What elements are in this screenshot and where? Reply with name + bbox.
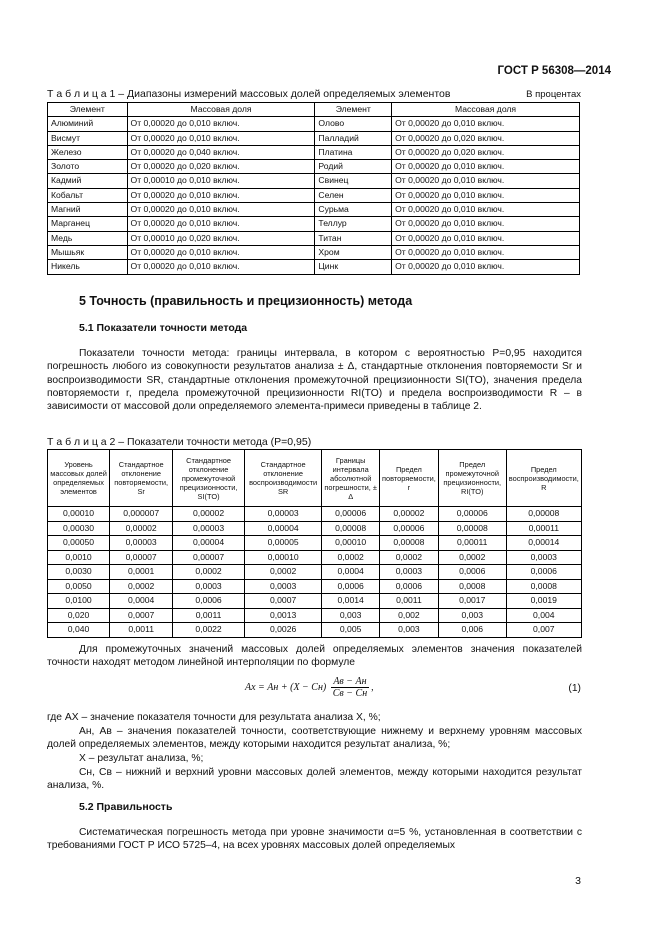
- table2-cell: 0,00002: [379, 507, 438, 522]
- table2-cell: 0,0011: [110, 623, 173, 638]
- formula-1: [245, 676, 374, 699]
- formula-lhs: Aх = Aн + (X − Cн): [245, 681, 327, 693]
- table2-cell: 0,0013: [244, 608, 322, 623]
- table2-cell: 0,0003: [506, 550, 581, 565]
- table2-cell: 0,0002: [173, 565, 245, 580]
- table1-cell: Цинк: [315, 260, 392, 274]
- table2-cell: 0,0011: [379, 594, 438, 609]
- table1-cell: От 0,00020 до 0,010 включ.: [392, 203, 580, 217]
- table1-cell: От 0,00020 до 0,010 включ.: [392, 160, 580, 174]
- section5-title: 5 Точность (правильность и прецизионность) метода: [79, 294, 413, 308]
- table2-cell: 0,006: [438, 623, 506, 638]
- table2-cell: 0,00003: [244, 507, 322, 522]
- table2-cell: 0,0003: [173, 579, 245, 594]
- table2-cell: 0,0002: [110, 579, 173, 594]
- table2-cell: 0,00006: [322, 507, 380, 522]
- table1-cell: От 0,00020 до 0,010 включ.: [127, 217, 315, 231]
- table2-cell: 0,0022: [173, 623, 245, 638]
- table1-cell: Золото: [48, 160, 128, 174]
- table1: [47, 102, 580, 275]
- table2-cell: 0,0002: [244, 565, 322, 580]
- table1-cell: Алюминий: [48, 117, 128, 131]
- formula-numerator: Aв − Aн: [331, 676, 369, 688]
- table1-cell: От 0,00020 до 0,010 включ.: [127, 131, 315, 145]
- table1-cell: Висмут: [48, 131, 128, 145]
- formula-tail: ,: [371, 681, 374, 693]
- table2-cell: 0,0003: [379, 565, 438, 580]
- table1-cell: Кобальт: [48, 188, 128, 202]
- table1-header-cell: Массовая доля: [127, 103, 315, 117]
- table2-cell: 0,003: [322, 608, 380, 623]
- table1-header-cell: Массовая доля: [392, 103, 580, 117]
- table2-header-cell: Границы интервала абсолютной погрешности, ± Δ: [322, 450, 380, 507]
- formula-denominator: Cв − Cн: [332, 688, 368, 699]
- table-row: [48, 608, 582, 623]
- table2-cell: 0,00004: [244, 521, 322, 536]
- table2-cell: 0,0008: [506, 579, 581, 594]
- table2-cell: 0,002: [379, 608, 438, 623]
- table2-cell: 0,0004: [110, 594, 173, 609]
- table2-cell: 0,0050: [48, 579, 110, 594]
- table2-cell: 0,000007: [110, 507, 173, 522]
- table2-cell: 0,00010: [48, 507, 110, 522]
- table1-cell: От 0,00020 до 0,010 включ.: [392, 188, 580, 202]
- table2-header-cell: Предел повторяемости, r: [379, 450, 438, 507]
- table2-cell: 0,00006: [438, 507, 506, 522]
- table1-cell: От 0,00010 до 0,020 включ.: [127, 231, 315, 245]
- table2-cell: 0,00007: [110, 550, 173, 565]
- table1-cell: От 0,00020 до 0,010 включ.: [392, 245, 580, 259]
- table1-caption: Т а б л и ц а 1 – Диапазоны измерений массовых долей определяемых элементов: [47, 88, 451, 100]
- table-row: [48, 507, 582, 522]
- table2: [47, 449, 582, 638]
- table2-cell: 0,0006: [438, 565, 506, 580]
- section51-title: 5.1 Показатели точности метода: [79, 322, 248, 334]
- table2-cell: 0,0004: [322, 565, 380, 580]
- table2-cell: 0,0010: [48, 550, 110, 565]
- table-row: [48, 174, 580, 188]
- table2-cell: 0,0011: [173, 608, 245, 623]
- table1-cell: От 0,00020 до 0,020 включ.: [392, 131, 580, 145]
- table1-cell: Селен: [315, 188, 392, 202]
- table-row: [48, 565, 582, 580]
- table2-cell: 0,0007: [110, 608, 173, 623]
- table-row: [48, 145, 580, 159]
- table1-cell: Медь: [48, 231, 128, 245]
- where-line-3: X – результат анализа, %;: [79, 753, 204, 764]
- table2-cell: 0,0100: [48, 594, 110, 609]
- table2-cell: 0,00002: [173, 507, 245, 522]
- table1-cell: Сурьма: [315, 203, 392, 217]
- table2-cell: 0,0030: [48, 565, 110, 580]
- table1-cell: От 0,00020 до 0,020 включ.: [392, 145, 580, 159]
- table2-cell: 0,00011: [438, 536, 506, 551]
- table-row: [48, 536, 582, 551]
- document-id: ГОСТ Р 56308—2014: [497, 65, 611, 77]
- table1-cell: Родий: [315, 160, 392, 174]
- table1-cell: Железо: [48, 145, 128, 159]
- where-line-1: где AX – значение показателя точности для результата анализа X, %;: [47, 712, 381, 723]
- table2-cell: 0,00007: [173, 550, 245, 565]
- table1-cell: Кадмий: [48, 174, 128, 188]
- table-row: [48, 160, 580, 174]
- table1-cell: От 0,00020 до 0,010 включ.: [127, 188, 315, 202]
- table-row: [48, 579, 582, 594]
- table1-cell: Титан: [315, 231, 392, 245]
- table1-cell: От 0,00020 до 0,040 включ.: [127, 145, 315, 159]
- table2-cell: 0,0008: [438, 579, 506, 594]
- table2-cell: 0,0002: [379, 550, 438, 565]
- table2-cell: 0,020: [48, 608, 110, 623]
- table1-cell: Платина: [315, 145, 392, 159]
- table-row: [48, 260, 580, 274]
- table1-unit: В процентах: [526, 89, 581, 100]
- table1-cell: От 0,00020 до 0,010 включ.: [127, 117, 315, 131]
- table2-cell: 0,0007: [244, 594, 322, 609]
- table2-cell: 0,0026: [244, 623, 322, 638]
- table2-cell: 0,00050: [48, 536, 110, 551]
- table1-cell: Марганец: [48, 217, 128, 231]
- section52-paragraph: Систематическая погрешность метода при уровне значимости α=5 %, установленная в соответствии с требованиями ГОСТ Р ИСО 5725–4, на всех уровнях массовых долей определяемых: [47, 827, 582, 852]
- table1-cell: От 0,00020 до 0,010 включ.: [127, 203, 315, 217]
- table2-cell: 0,00008: [379, 536, 438, 551]
- table2-cell: 0,0003: [244, 579, 322, 594]
- table-row: [48, 117, 580, 131]
- table1-cell: От 0,00020 до 0,010 включ.: [392, 174, 580, 188]
- table-row: [48, 231, 580, 245]
- table2-cell: 0,00008: [438, 521, 506, 536]
- table2-cell: 0,0014: [322, 594, 380, 609]
- table2-cell: 0,0006: [379, 579, 438, 594]
- table1-cell: Олово: [315, 117, 392, 131]
- where-line-2: Aн, Aв – значения показателей точности, соответствующие нижнему и верхнему уровням массовых долей определяемых элементов, между которыми находится результат анализа, %;: [47, 726, 582, 751]
- formula-fraction: [331, 676, 369, 699]
- table-row: [48, 550, 582, 565]
- table2-header-cell: Стандартное отклонение промежуточной прецизионности, SI(TO): [173, 450, 245, 507]
- table2-cell: 0,0017: [438, 594, 506, 609]
- table2-cell: 0,00002: [110, 521, 173, 536]
- table2-header-cell: Стандартное отклонение повторяемости, Sr: [110, 450, 173, 507]
- table-row: [48, 594, 582, 609]
- table-row: [48, 131, 580, 145]
- section51-paragraph: Показатели точности метода: границы интервала, в котором с вероятностью P=0,95 находится погрешность любого из совокупности результатов анализа ± Δ, стандартные отклонения повторяемости Sr и воспроизводимости SR, стандартные отклонения промежуточной прецизионности SI(TO), значения предела повторяемости r, предела промежуточной прецизионности RI(TO) и предела воспроизводимости R – в зависимости от массовой доли определяемого элемента-примеси приведены в таблице 2.: [47, 348, 582, 413]
- table-row: [48, 245, 580, 259]
- table2-cell: 0,00011: [506, 521, 581, 536]
- formula-number: (1): [568, 683, 581, 694]
- table2-cell: 0,0006: [322, 579, 380, 594]
- table1-cell: От 0,00020 до 0,010 включ.: [392, 231, 580, 245]
- table-row: [48, 521, 582, 536]
- page-number: 3: [575, 875, 581, 887]
- table2-cell: 0,00008: [506, 507, 581, 522]
- table1-cell: Мышьяк: [48, 245, 128, 259]
- table2-cell: 0,00005: [244, 536, 322, 551]
- table1-cell: Никель: [48, 260, 128, 274]
- table1-cell: От 0,00020 до 0,020 включ.: [127, 160, 315, 174]
- table2-cell: 0,040: [48, 623, 110, 638]
- table2-cell: 0,00010: [244, 550, 322, 565]
- table1-cell: От 0,00020 до 0,010 включ.: [392, 217, 580, 231]
- table2-cell: 0,00030: [48, 521, 110, 536]
- table1-cell: От 0,00020 до 0,010 включ.: [392, 260, 580, 274]
- table2-cell: 0,00008: [322, 521, 380, 536]
- table2-caption: Т а б л и ц а 2 – Показатели точности метода (P=0,95): [47, 436, 312, 448]
- table2-cell: 0,00006: [379, 521, 438, 536]
- table1-cell: От 0,00020 до 0,010 включ.: [127, 245, 315, 259]
- table2-header-cell: Предел воспроизводимости, R: [506, 450, 581, 507]
- table2-header-cell: Уровень массовых долей определяемых элементов: [48, 450, 110, 507]
- table-row: [48, 203, 580, 217]
- table2-cell: 0,0006: [506, 565, 581, 580]
- table1-cell: Хром: [315, 245, 392, 259]
- table1-cell: От 0,00020 до 0,010 включ.: [392, 117, 580, 131]
- table1-cell: От 0,00010 до 0,010 включ.: [127, 174, 315, 188]
- table2-cell: 0,00004: [173, 536, 245, 551]
- table2-header-cell: Стандартное отклонение воспроизводимости SR: [244, 450, 322, 507]
- table2-cell: 0,0019: [506, 594, 581, 609]
- table2-cell: 0,004: [506, 608, 581, 623]
- table2-cell: 0,007: [506, 623, 581, 638]
- table-row: [48, 217, 580, 231]
- table2-cell: 0,005: [322, 623, 380, 638]
- table2-cell: 0,0002: [438, 550, 506, 565]
- table-row: [48, 623, 582, 638]
- table1-cell: От 0,00020 до 0,010 включ.: [127, 260, 315, 274]
- table2-cell: 0,00003: [173, 521, 245, 536]
- table1-cell: Палладий: [315, 131, 392, 145]
- section52-title: 5.2 Правильность: [79, 801, 173, 813]
- table2-cell: 0,00003: [110, 536, 173, 551]
- table2-cell: 0,00010: [322, 536, 380, 551]
- table2-cell: 0,003: [379, 623, 438, 638]
- table1-header-cell: Элемент: [315, 103, 392, 117]
- interp-paragraph: Для промежуточных значений массовых долей определяемых элементов значения показателей точности находят методом линейной интерполяции по формуле: [47, 644, 582, 669]
- table2-cell: 0,0001: [110, 565, 173, 580]
- table1-cell: Магний: [48, 203, 128, 217]
- table1-header-cell: Элемент: [48, 103, 128, 117]
- table-row: [48, 188, 580, 202]
- table2-cell: 0,00014: [506, 536, 581, 551]
- table1-cell: Теллур: [315, 217, 392, 231]
- where-line-4: Cн, Cв – нижний и верхний уровни массовых долей элементов, между которыми находится результат анализа, %.: [47, 767, 582, 792]
- table2-cell: 0,0002: [322, 550, 380, 565]
- table2-cell: 0,003: [438, 608, 506, 623]
- table1-cell: Свинец: [315, 174, 392, 188]
- table2-cell: 0,0006: [173, 594, 245, 609]
- table2-header-cell: Предел промежуточной прецизионности, RI(TO): [438, 450, 506, 507]
